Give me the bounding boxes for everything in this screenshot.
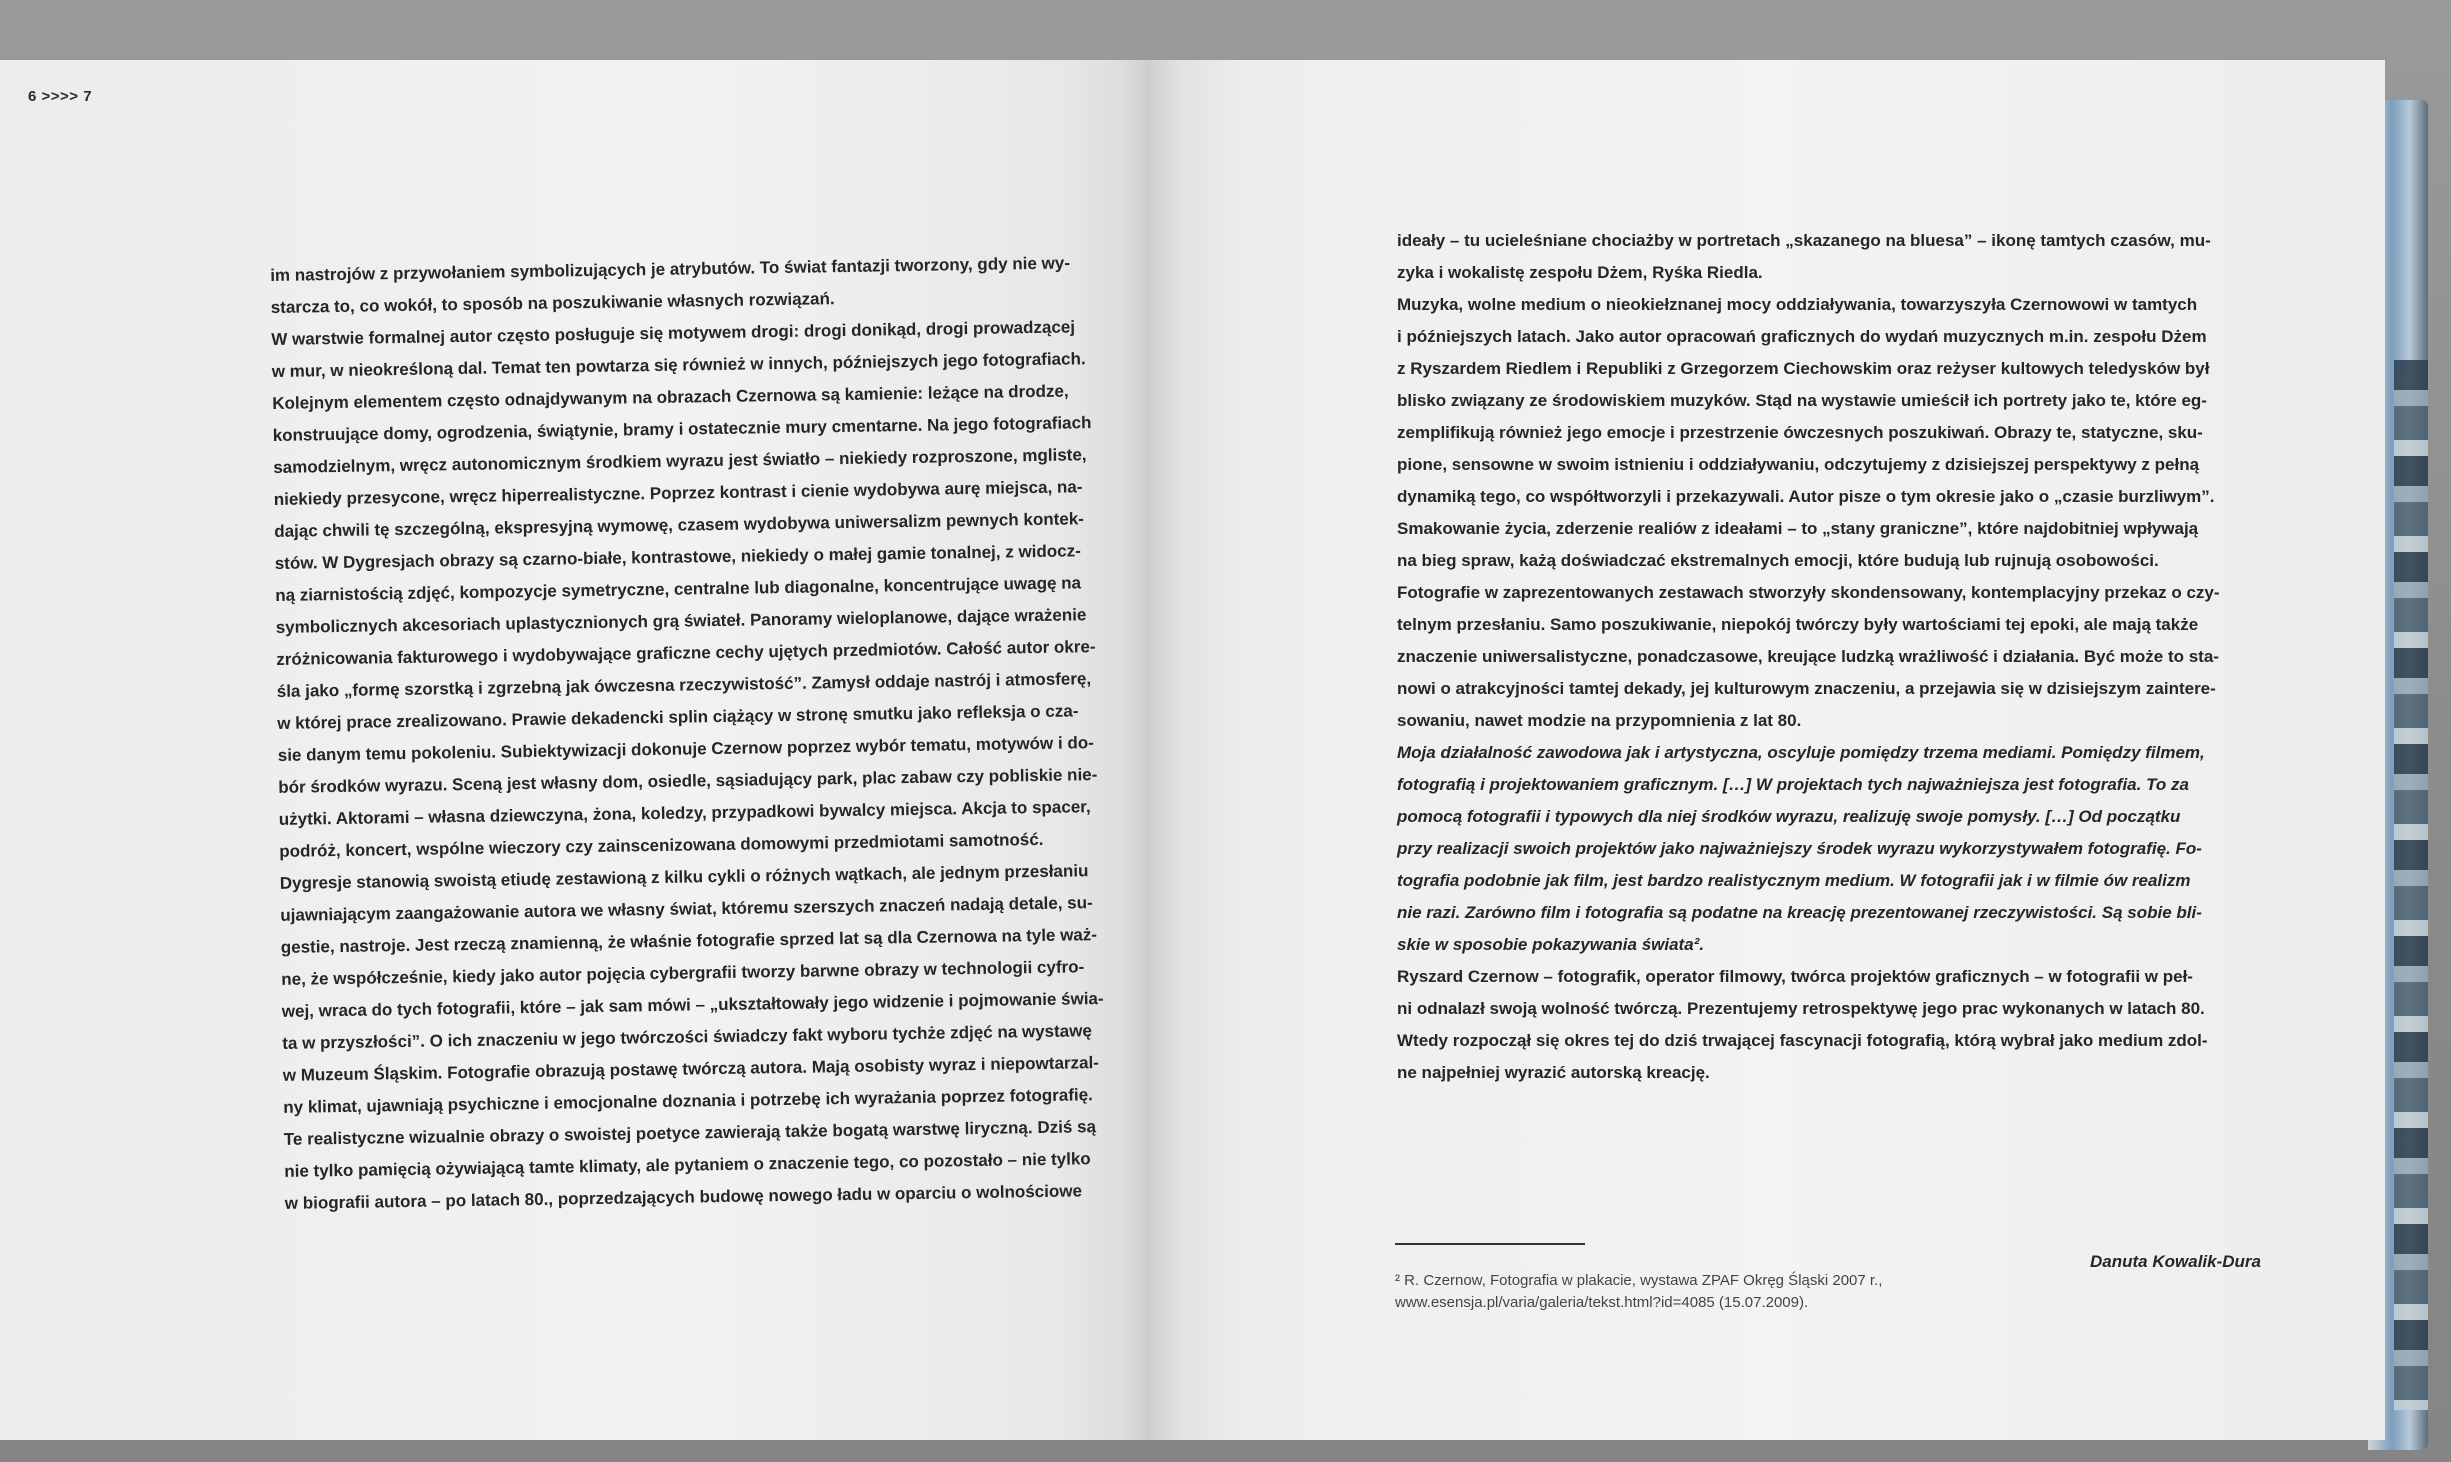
text-line: symbolicznych akcesoriach uplastycznionych grą świateł. Panoramy wieloplanowe, dające wrażenie <box>275 605 1087 637</box>
text-line: ne najpełniej wyrazić autorską kreację. <box>1397 1063 1710 1082</box>
text-line: Moja działalność zawodowa jak i artystyczna, oscyluje pomiędzy trzema mediami. Pomiędzy filmem, <box>1397 743 2205 762</box>
text-line: pomocą fotografii i typowych dla niej środków wyrazu, realizuję swoje pomysły. […] Od początku <box>1397 807 2181 826</box>
text-line: konstruujące domy, ogrodzenia, świątynie, bramy i ostatecznie mury cmentarne. Na jego fotografiach <box>272 413 1092 445</box>
text-line: fotografią i projektowaniem graficznym. […] W projektach tych najważniejsza jest fotografia. To za <box>1397 775 2189 794</box>
text-line: Smakowanie życia, zderzenie realiów z ideałami – to „stany graniczne”, które najdobitniej wpływają <box>1397 519 2199 538</box>
text-line: na bieg spraw, każą doświadczać ekstremalnych emocji, które budują lub rujnują osobowości. <box>1397 551 2159 570</box>
text-line: nowi o atrakcyjności tamtej dekady, jej kulturowym znaczeniu, a przejawia się w dzisiejszym zaintere- <box>1397 679 2216 698</box>
page-number: 6 >>>> 7 <box>28 88 93 105</box>
text-line: bór środków wyrazu. Sceną jest własny dom, osiedle, sąsiadujący park, plac zabaw czy pobliskie nie- <box>278 765 1098 797</box>
text-line: Dygresje stanowią swoistą etiudę zestawioną z kilku cykli o różnych wątkach, ale jednym przesłaniu <box>279 861 1089 893</box>
text-line: zemplifikują również jego emocje i przestrzenie ówczesnych poszukiwań. Obrazy te, statyczne, sku- <box>1397 423 2203 442</box>
text-line: Muzyka, wolne medium o nieokiełznanej mocy oddziaływania, towarzyszyła Czernowowi w tamtych <box>1397 295 2198 314</box>
text-line: nie razi. Zarówno film i fotografia są podatne na kreację prezentowanej rzeczywistości. Są sobie bli- <box>1397 903 2202 922</box>
text-line: Wtedy rozpoczął się okres tej do dziś trwającej fascynacji fotografią, którą wybrał jako medium zdol- <box>1397 1031 2208 1050</box>
text-line: ną ziarnistością zdjęć, kompozycje symetryczne, centralne lub diagonalne, koncentrujące uwagę na <box>275 573 1082 605</box>
text-line: telnym przesłaniu. Samo poszukiwanie, niepokój twórczy były wartościami tej epoki, ale mają także <box>1397 615 2199 634</box>
footnote-divider <box>1395 1243 1585 1245</box>
text-line: użytki. Aktorami – własna dziewczyna, żona, koledzy, przypadkowi bywalcy miejsca. Akcja to spacer, <box>278 797 1091 829</box>
text-line: podróż, koncert, wspólne wieczory czy zainscenizowana domowymi przedmiotami samotność. <box>279 829 1044 861</box>
left-text-column <box>270 247 1125 1220</box>
text-line: w Muzeum Śląskim. Fotografie obrazują postawę twórczą autora. Mają osobisty wyraz i niepowtarzal- <box>282 1053 1100 1085</box>
text-line: niekiedy przesycone, wręcz hiperrealistyczne. Poprzez kontrast i cienie wydobywa aurę miejsca, na- <box>273 477 1083 509</box>
text-line: ta w przyszłości”. O ich znaczeniu w jego twórczości świadczy fakt wyboru tychże zdjęć na wystawę <box>282 1021 1092 1053</box>
text-line: dynamiką tego, co współtworzyli i przekazywali. Autor pisze o tym okresie jako o „czasie burzliwym”. <box>1397 487 2215 506</box>
text-line: pione, sensowne w swoim istnieniu i oddziaływaniu, odczytujemy z dzisiejszej perspektywy z pełną <box>1397 455 2200 474</box>
text-line: przy realizacji swoich projektów jako najważniejszy środek wyrazu wykorzystywałem fotografię. Fo- <box>1397 839 2202 858</box>
text-line: dając chwili tę szczególną, ekspresyjną wymowę, czasem wydobywa uniwersalizm pewnych kontek- <box>274 509 1085 541</box>
text-line: ny klimat, ujawniają psychiczne i emocjonalne doznania i potrzebę ich wyrażania poprzez fotografię. <box>283 1085 1093 1117</box>
text-line: sie danym temu pokoleniu. Subiektywizacji dokonuje Czernow poprzez wybór tematu, motywów i do- <box>277 733 1094 765</box>
text-line: Te realistyczne wizualnie obrazy o swoistej poetyce zawierają także bogatą warstwę liryczną. Dziś są <box>283 1117 1097 1149</box>
text-line: blisko związany ze środowiskiem muzyków. Stąd na wystawie umieścił ich portrety jako te, które eg- <box>1397 391 2207 410</box>
text-line: W warstwie formalnej autor często posługuje się motywem drogi: drogi donikąd, drogi prowadzącej <box>271 317 1076 349</box>
text-line: znaczenie uniwersalistyczne, ponadczasowe, kreujące ludzką wrażliwość i działania. Być może to sta- <box>1397 647 2219 666</box>
text-line: Ryszard Czernow – fotografik, operator filmowy, twórca projektów graficznych – w fotografii w peł- <box>1397 967 2193 986</box>
text-line: wej, wraca do tych fotografii, które – jak sam mówi – „ukształtowały jego widzenie i pojmowanie świa- <box>281 988 1104 1021</box>
right-text-column <box>1397 225 2267 1089</box>
footnote <box>1395 1270 1995 1314</box>
text-line: ni odnalazł swoją wolność twórczą. Prezentujemy retrospektywę jego prac wykonanych w latach 80. <box>1397 999 2205 1018</box>
text-line: w mur, w nieokreśloną dal. Temat ten powtarza się również w innych, późniejszych jego fotografiach. <box>271 349 1086 381</box>
text-line: z Ryszardem Riedlem i Republiki z Grzegorzem Ciechowskim oraz reżyser kultowych teledysków był <box>1397 359 2210 378</box>
cover-photo-strip <box>2394 360 2428 1410</box>
text-line: tografia podobnie jak film, jest bardzo realistycznym medium. W fotografii jak i w filmie ów realizm <box>1397 871 2191 890</box>
author-signature: Danuta Kowalik-Dura <box>2090 1252 2261 1271</box>
text-line: starcza to, co wokół, to sposób na poszukiwanie własnych rozwiązań. <box>270 289 835 317</box>
text-line: samodzielnym, wręcz autonomicznym środkiem wyrazu jest światło – niekiedy rozproszone, mgliste, <box>273 445 1087 477</box>
text-line: zyka i wokalistę zespołu Dżem, Ryśka Riedla. <box>1397 263 1763 282</box>
text-line: i późniejszych latach. Jako autor opracowań graficznych do wydań muzycznych m.in. zespołu Dżem <box>1397 327 2207 346</box>
text-line: gestie, nastroje. Jest rzeczą znamienną, że właśnie fotografie sprzed lat są dla Czernowa na tyle waż- <box>280 925 1098 957</box>
text-line: zróżnicowania fakturowego i wydobywające graficzne cechy ujętych przedmiotów. Całość autor okre- <box>276 637 1096 669</box>
text-line: śla jako „formę szorstką i zgrzebną jak ówczesna rzeczywistość”. Zamysł oddaje nastrój i atmosferę, <box>276 669 1092 701</box>
footnote-line: www.esensja.pl/varia/galeria/tekst.html?id=4085 (15.07.2009). <box>1395 1294 1809 1311</box>
text-line: ne, że współcześnie, kiedy jako autor pojęcia cybergrafii tworzy barwne obrazy w technologii cyfro- <box>281 957 1085 989</box>
footnote-line: ² R. Czernow, Fotografia w plakacie, wystawa ZPAF Okręg Śląski 2007 r., <box>1395 1272 1883 1289</box>
book-gutter <box>1120 60 1180 1440</box>
text-line: stów. W Dygresjach obrazy są czarno-białe, kontrastowe, niekiedy o małej gamie tonalnej, z widocz- <box>274 541 1081 573</box>
text-line: w biografii autora – po latach 80., poprzedzających budowę nowego ładu w oparciu o wolnościowe <box>284 1181 1083 1213</box>
text-line: nie tylko pamięcią ożywiającą tamte klimaty, ale pytaniem o znaczenie tego, co pozostało – nie tylko <box>284 1149 1091 1181</box>
text-line: w której prace zrealizowano. Prawie dekadencki splin ciążący w stronę smutku jako refleksja o cza- <box>277 701 1079 733</box>
text-line: skie w sposobie pokazywania świata². <box>1397 935 1705 954</box>
text-line: im nastrojów z przywołaniem symbolizujących je atrybutów. To świat fantazji tworzony, gdy nie wy- <box>270 253 1071 285</box>
text-line: Kolejnym elementem często odnajdywanym na obrazach Czernowa są kamienie: leżące na drodze, <box>272 381 1069 413</box>
text-line: sowaniu, nawet modzie na przypomnienia z lat 80. <box>1397 711 1802 730</box>
text-line: ujawniającym zaangażowanie autora we własny świat, któremu szerszych znaczeń nadają detale, su- <box>280 893 1093 925</box>
text-line: ideały – tu ucieleśniane chociażby w portretach „skazanego na bluesa” – ikonę tamtych czasów, mu- <box>1397 231 2211 250</box>
text-line: Fotografie w zaprezentowanych zestawach stworzyły skondensowany, kontemplacyjny przekaz o czy- <box>1397 583 2220 602</box>
